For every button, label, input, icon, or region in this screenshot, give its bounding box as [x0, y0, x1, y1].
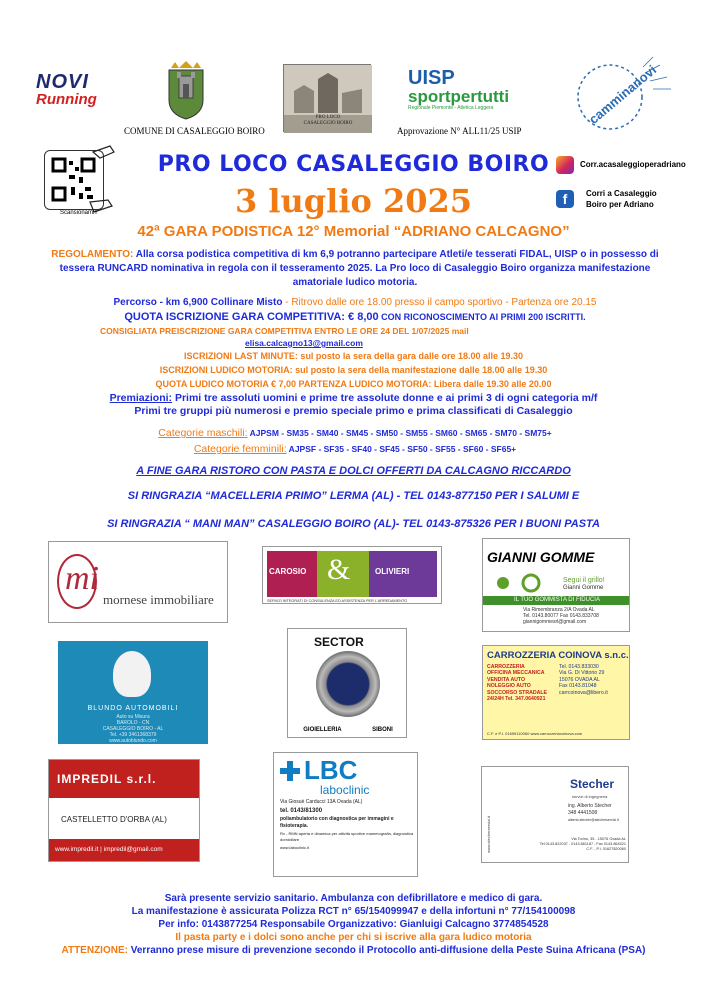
percorso-label: Percorso - km 6,900 Collinare Misto — [113, 297, 283, 308]
coinova-right-0: Tel. 0143.833030 — [559, 664, 599, 670]
blundo-line-5: www.autoblundo.com — [109, 738, 157, 744]
last-minute: ISCRIZIONI LAST MINUTE: sul posto la sera della gara dalle ore 18.00 alle 19.30 — [183, 351, 524, 361]
impredil-contacts: www.impredil.it | impredil@gmail.com — [49, 839, 200, 861]
macelleria-line: SI RINGRAZIA “MACELLERIA PRIMO” LERMA (AL) - TEL 0143-877150 PER I SALUMI E — [127, 490, 580, 502]
regolamento — [50, 248, 660, 290]
stecher-sub: servizi di ingegneria — [572, 794, 608, 799]
lbc-tel: tel. 0143/81300 — [280, 808, 323, 815]
cat-femminili-label: Categorie femminili: — [193, 443, 287, 455]
regolamento-label: REGOLAMENTO: — [51, 249, 134, 260]
gianni-addr-2: Tel. 0143.80077 Fax 0143.833708 — [523, 613, 599, 619]
comune-crest-icon — [165, 60, 207, 120]
blundo-name: BLUNDO AUTOMOBILI — [87, 705, 179, 712]
cricket-icon — [491, 569, 551, 593]
coinova-left-0: CARROZZERIA — [487, 664, 525, 670]
coinova-left-2: VENDITA AUTO — [487, 676, 526, 683]
instagram-icon — [556, 156, 574, 174]
gianni-name-2: GOMME — [539, 549, 595, 565]
watch-icon — [316, 651, 380, 717]
uisp-logo — [408, 68, 528, 128]
footer-line-1: Sarà presente servizio sanitario. Ambulanza con defibrillatore e medico di gara. — [164, 893, 543, 904]
proloco-photo-caption-1: PRO LOCO — [315, 115, 341, 120]
organizer-title: PRO LOCO CASALEGGIO BOIRO — [157, 152, 550, 177]
gianni-name-1: GIANNI — [487, 549, 536, 565]
camminanovi-logo — [565, 53, 675, 138]
facebook-line-2: Boiro per Adriano — [586, 200, 654, 209]
sector-right: SIBONI — [372, 727, 393, 733]
blundo-line-3: CASALEGGIO BOIRO - AL — [102, 726, 164, 732]
email-link[interactable]: elisa.calcagno13@gmail.com — [245, 338, 363, 348]
stecher-ing: ing. Alberto Stecher — [568, 803, 612, 809]
categorie-maschili — [50, 427, 660, 439]
coinova-foot: C.F. e P.I. 01659110060 www.carrozzeriacoinova.com — [487, 731, 583, 736]
premiazioni-text-2: Primi tre gruppi più numerosi e premio speciale primo e prima classificati di Casaleggio — [134, 405, 573, 417]
percorso — [50, 296, 660, 310]
quota-ludico: QUOTA LUDICO MOTORIA € 7,00 PARTENZA LUDICO MOTORIA: Libera dalle 19.30 alle 20.00 — [155, 379, 552, 389]
coinova-right-3: Fax 0143.81048 — [559, 683, 597, 690]
preiscrizione: CONSIGLIATA PREISCRIZIONE GARA COMPETITIVA ENTRO LE ORE 24 DEL 1/07/2025 mail — [100, 326, 469, 336]
gianni-slogan: Segui il grillo! — [563, 577, 605, 584]
regolamento-text: Alla corsa podistica competitiva di km 6,9 potranno partecipare Atleti/e tesserati FIDAL, UISP o in possesso di tessera RUNCARD nominativa in regola con il tesseramento 2025. La Pro loco di Casaleggio Boiro organizza manifestazione amatoriale ludico motoria. — [59, 249, 659, 288]
lbc-desc: poliambulatorio con diagnostica per immagini e fisioterapia. — [280, 816, 394, 829]
lbc-extra: Rx - RMN aperta e dinamica per attività sportive mammografia, diagnostica domiciliare — [280, 830, 414, 843]
lbc-web: www.laboclinic.it — [280, 845, 310, 851]
carosio-foot: SERVIZI INTEGRATI DI CONSULENZA ED ASSISTENZA PER L'ARREDAMENTO — [267, 599, 408, 603]
gianni-addr-1: Via Rimembranza 2/A Ovada AL — [523, 607, 595, 613]
sponsor-stecher — [481, 766, 629, 863]
facebook-link[interactable] — [556, 188, 696, 210]
carosio-amp: & — [327, 553, 351, 586]
lbc-addr: Via Giosuè Carducci 13A Ovada (AL) — [280, 799, 363, 805]
carosio-left: CAROSIO — [269, 567, 307, 576]
sector-left: GIOIELLERIA — [303, 727, 342, 733]
percorso-text: - Ritrovo dalle ore 18.00 presso il campo sportivo - Partenza ore 20.15 — [282, 297, 597, 308]
stecher-name: Stecher — [570, 777, 615, 791]
uisp-sub: Regionale Piemonte - Atletica Leggera — [408, 105, 494, 111]
cat-maschili: AJPSM - SM35 - SM40 - SM45 - SM50 - SM55 - SM60 - SM65 - SM70 - SM75+ — [247, 428, 552, 438]
footer — [30, 892, 677, 957]
stecher-side: www.stecherservizi.it — [486, 815, 491, 853]
proloco-photo-caption-2: CASALEGGIO BOIRO — [303, 121, 353, 126]
proloco-photo — [283, 64, 371, 132]
coinova-left-4: SOCCORSO STRADALE — [487, 689, 547, 696]
instagram-handle: Corr.acasaleggioperadriano — [580, 160, 686, 170]
facebook-line-1: Corri a Casaleggio — [586, 189, 657, 198]
stecher-addr: Via Torino, 35 - 15076 Ovada AL — [571, 837, 626, 841]
stecher-tel2: Tel 0143.822037 - 0143.861187 - Fax 0143.864521 — [539, 842, 626, 846]
blundo-line-2: BAROLO - CN — [116, 720, 150, 726]
impredil-place: CASTELLETTO D'ORBA (AL) — [61, 815, 167, 824]
carosio-right: OLIVIERI — [375, 567, 410, 576]
event-date: 3 luglio 2025 — [234, 182, 473, 220]
stecher-mail: alberto.stecher@stecherservizi.it — [568, 818, 619, 822]
coinova-right-1: Via G. Di Vittorio 29 — [559, 670, 605, 677]
quota-competitiva-extra: CON RICONOSCIMENTO AI PRIMI 200 ISCRITTI. — [378, 312, 586, 322]
footer-attenzione-label: ATTENZIONE: — [61, 945, 128, 956]
cat-femminili: AJPSF - SF35 - SF40 - SF45 - SF50 - SF55 - SF60 - SF65+ — [286, 444, 517, 454]
coinova-title: CARROZZERIA COINOVA s.n.c. — [487, 650, 629, 661]
coinova-right-2: 15076 OVADA AL — [559, 676, 600, 683]
premiazioni-text: Primi tre assoluti uomini e prime tre assolute donne e ai primi 3 di ogni categoria m/f — [172, 392, 598, 404]
lbc-name: LBC — [304, 755, 358, 785]
quota-competitiva — [50, 311, 660, 323]
novi-running-logo — [36, 72, 108, 112]
uisp-name: UISP — [408, 67, 455, 89]
mi-mark: mi — [65, 560, 99, 597]
blundo-line-4: Tel. +39 3461368379 — [109, 732, 157, 738]
categorie-femminili — [50, 443, 660, 455]
gianni-bar: IL TUO GOMMISTA DI FIDUCIA — [483, 596, 630, 605]
blundo-line-1: Auto su Misura — [116, 714, 150, 720]
footer-line-5: Verranno prese misure di prevenzione secondo il Protocollo anti-diffusione della Peste Suina Africana (PSA) — [127, 945, 646, 956]
uisp-tagline: sportpertutti — [408, 87, 510, 106]
uisp-approval: Approvazione N° ALL11/25 USIP — [397, 126, 522, 136]
race-subtitle: 42ª GARA PODISTICA 12° Memorial “ADRIANO CALCAGNO” — [137, 223, 570, 240]
mi-name: mornese immobiliare — [103, 592, 214, 607]
maniman-line: SI RINGRAZIA “ MANI MAN” CASALEGGIO BOIRO (AL)- TEL 0143-875326 PER I BUONI PASTA — [107, 518, 600, 530]
premiazioni — [30, 392, 677, 418]
footer-line-3: Per info: 0143877254 Responsabile Organizzativo: Gianluigi Calcagno 3774854528 — [158, 919, 549, 930]
quota-competitiva-label: QUOTA ISCRIZIONE GARA COMPETITIVA: € 8,00 — [124, 311, 379, 323]
impredil-name: IMPREDIL s.r.l. — [57, 772, 157, 786]
camminanovi-text: camminanovi — [585, 62, 660, 127]
coinova-left-5: 24/24H Tel. 347.0640921 — [487, 696, 546, 703]
sponsor-carrozzeria-coinova — [482, 645, 630, 740]
gianni-addr-3: giannigommesrl@gmail.com — [523, 619, 587, 625]
footer-line-2: La manifestazione è assicurata Polizza RCT n° 65/154099947 e della infortuni n° 77/154100098 — [131, 906, 576, 917]
footer-line-4: Il pasta party e i dolci sono anche per chi si iscrive alla gara ludico motoria — [175, 932, 532, 943]
sponsor-lbc-laboclinic — [273, 752, 418, 877]
gianni-handle: Gianni Gomme — [563, 585, 604, 591]
cat-maschili-label: Categorie maschili: — [158, 427, 248, 439]
sponsor-impredil — [48, 759, 200, 862]
novi-running-top: NOVI — [36, 71, 89, 93]
instagram-link[interactable] — [556, 156, 696, 174]
novi-running-bottom: Running — [36, 91, 97, 108]
comune-label: COMUNE DI CASALEGGIO BOIRO — [124, 126, 265, 136]
lbc-sub: laboclinic — [320, 783, 370, 797]
premiazioni-label: Premiazioni: — [109, 392, 173, 404]
sponsor-sector-siboni — [287, 628, 407, 738]
coinova-right-4: carrcoinova@libero.it — [559, 689, 608, 696]
ludico-iscrizioni: ISCRIZIONI LUDICO MOTORIA: sul posto la sera della manifestazione dalle 18.00 alle 19.30 — [159, 365, 548, 375]
sector-brand: SECTOR — [314, 635, 364, 649]
stecher-cf: C.F. - P.I. 01627820060 — [586, 847, 626, 851]
medical-cross-icon — [280, 761, 300, 781]
qr-label: Scansionami!! — [60, 210, 98, 216]
sponsor-mornese-immobiliare — [48, 541, 228, 623]
profile-head-icon — [113, 651, 151, 697]
coinova-left-1: OFFICINA MECCANICA — [487, 670, 545, 677]
coinova-left-3: NOLEGGIO AUTO — [487, 683, 531, 690]
sponsor-gianni-gomme — [482, 538, 630, 632]
facebook-icon: f — [556, 190, 574, 208]
ristoro-line: A FINE GARA RISTORO CON PASTA E DOLCI OFFERTI DA CALCAGNO RICCARDO — [136, 465, 571, 477]
stecher-tel: 348 4441508 — [568, 810, 598, 816]
sponsor-carosio-olivieri — [262, 546, 442, 604]
sponsor-blundo-automobili — [58, 641, 208, 744]
